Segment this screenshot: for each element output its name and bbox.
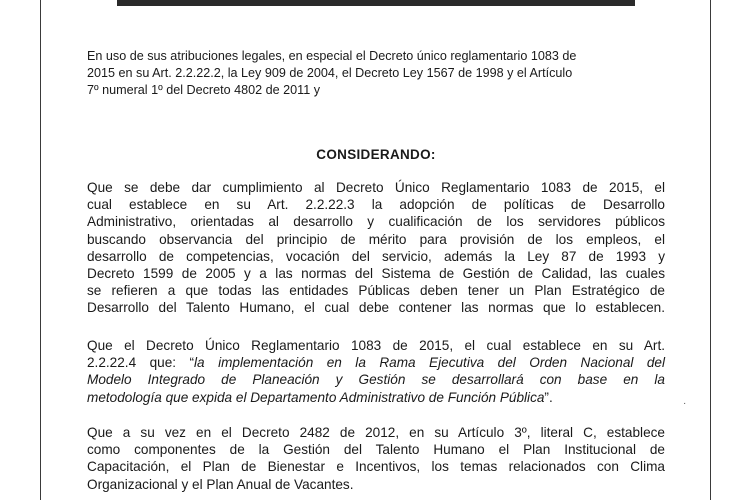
paragraph-line xyxy=(87,371,665,388)
intro-line: 7º numeral 1º del Decreto 4802 de 2011 y xyxy=(87,83,321,97)
paragraph-line: Capacitación, el Plan de Bienestar e Incentivos, los temas relacionados con Clima xyxy=(87,459,665,475)
paragraph-1 xyxy=(87,179,665,317)
left-margin-line xyxy=(40,0,41,500)
quote-text: la implementación en la Rama Ejecutiva del Orden Nacional del xyxy=(194,355,665,371)
paragraph-line: como componentes de la Gestión del Talento Humano el Plan Institucional de xyxy=(87,442,665,458)
paragraph-line: cual establece en su Art. 2.2.22.3 la adopción de políticas de Desarrollo xyxy=(87,197,665,213)
paragraph-line: buscando observancia del principio de mérito para provisión de los empleos, el xyxy=(87,231,665,247)
paragraph-line: Administrativo, orientadas al desarrollo y cualificación de los servidores públicos xyxy=(87,214,665,230)
paragraph-2 xyxy=(87,337,665,406)
paragraph-line: Organizacional y el Plan Anual de Vacantes. xyxy=(87,476,354,492)
margin-mark: · xyxy=(683,398,687,409)
right-margin-line xyxy=(710,0,711,500)
header-rule xyxy=(117,0,635,6)
paragraph-line: desarrollo de competencias, vocación del servicio, además la Ley 87 de 1993 y xyxy=(87,248,665,264)
quote-text: metodología que expida el Departamento Administrativo de Función Pública xyxy=(87,389,545,405)
paragraph-line: Que el Decreto Único Reglamentario 1083 de 2015, el cual establece en su Art. xyxy=(87,338,665,353)
intro-paragraph xyxy=(87,48,665,99)
paragraph-line: Que a su vez en el Decreto 2482 de 2012, en su Artículo 3º, literal C, establece xyxy=(87,425,665,440)
quote-text: Modelo Integrado de Planeación y Gestión se desarrollará con base en la xyxy=(87,372,665,388)
paragraph-3 xyxy=(87,424,665,493)
paragraph-line xyxy=(87,389,665,406)
paragraph-line: Decreto 1599 de 2005 y a las normas del Sistema de Gestión de Calidad, las cuales xyxy=(87,266,665,282)
considerando-heading: CONSIDERANDO: xyxy=(316,147,436,162)
paragraph-line: Que se debe dar cumplimiento al Decreto Único Reglamentario 1083 de 2015, el xyxy=(87,180,665,195)
intro-line: 2015 en su Art. 2.2.22.2, la Ley 909 de 2004, el Decreto Ley 1567 de 1998 y el Artículo xyxy=(87,66,573,80)
quote-prefix: 2.2.22.4 que: “ xyxy=(87,355,195,371)
paragraph-line xyxy=(87,354,665,371)
intro-line: En uso de sus atribuciones legales, en especial el Decreto único reglamentario 1083 de xyxy=(87,49,577,63)
paragraph-line: se refieren a que todas las entidades Públicas deben tener un Plan Estratégico de xyxy=(87,283,665,299)
quote-suffix: ”. xyxy=(544,389,553,405)
paragraph-line: Desarrollo del Talento Humano, el cual debe contener las normas que lo establecen. xyxy=(87,300,665,316)
